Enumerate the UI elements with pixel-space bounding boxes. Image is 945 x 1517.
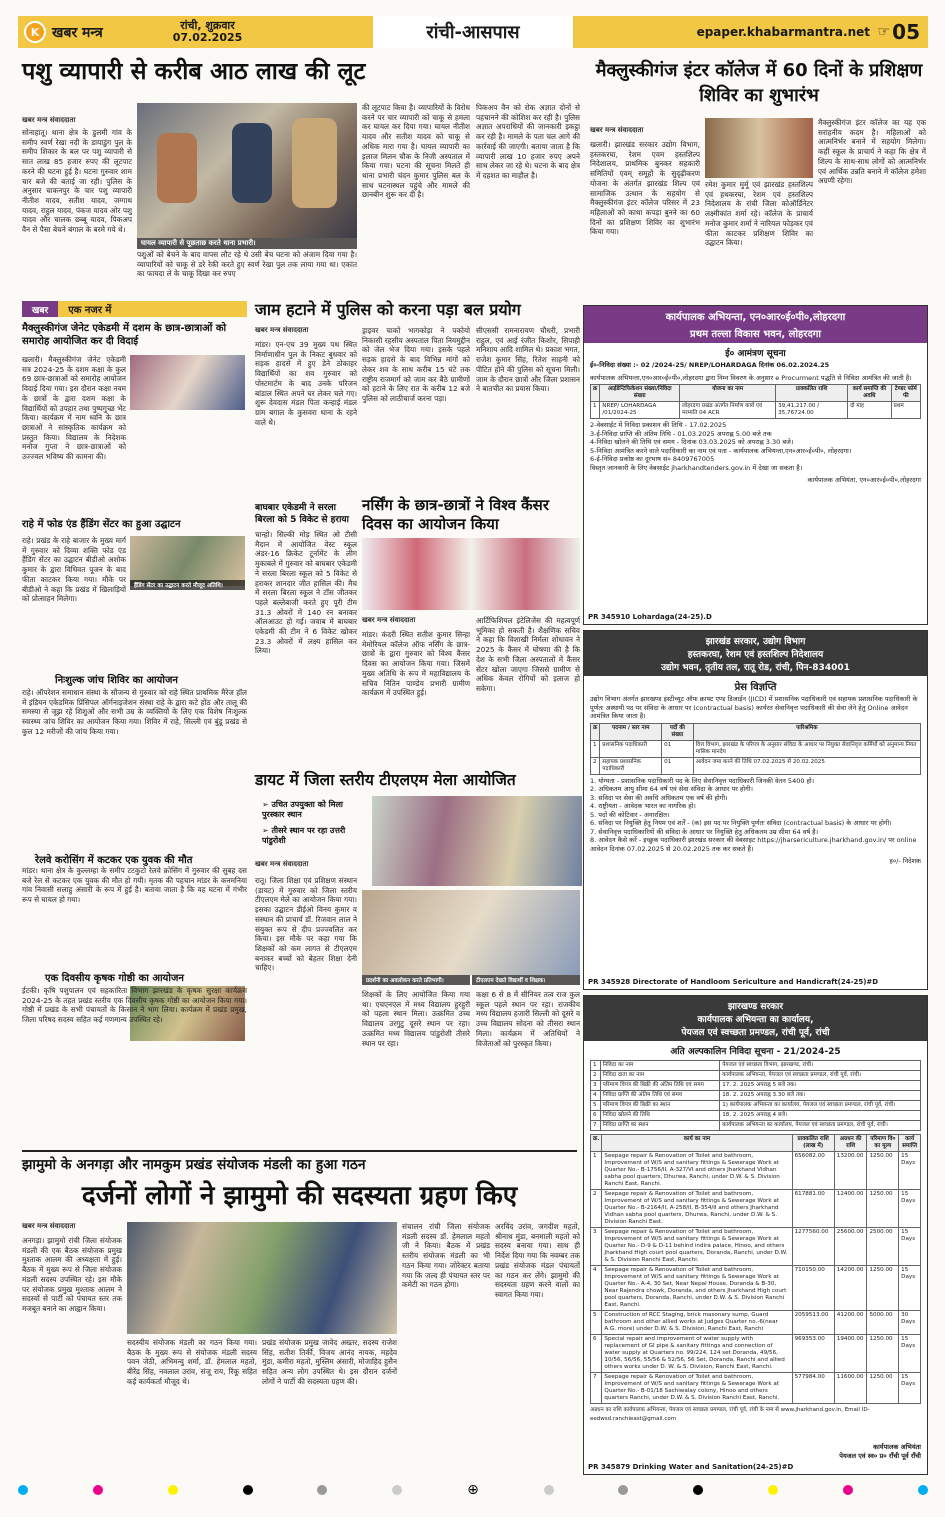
story6-bullet1: ➢ उचित उपयुक्ता को मिला पुरस्कार स्थान	[262, 800, 344, 819]
brief4-headline: रेलवे करोसिंग में कटकर एक युवक की मौत	[35, 855, 193, 866]
table-row	[591, 402, 921, 419]
ad1-cell: लोहरदगा प्रखंड अंतर्गत निर्माण कार्य एवं मरम्मति 04 ACR	[680, 402, 776, 419]
ad1-signature: कार्यपालक अभियंता, एन०आर०ई०पी०,लोहरदगा	[807, 476, 921, 484]
registration-dot-icon	[693, 1485, 703, 1495]
ad2-th: क्र	[591, 723, 600, 740]
ad3-cell: 7	[591, 1373, 602, 1404]
story6-bullet1-text: उचित उपयुक्ता को मिला पुरस्कार स्थान	[262, 800, 344, 819]
story5-photo	[362, 538, 580, 610]
brief2-photo	[130, 536, 245, 586]
ad1-head2: प्रथम तल्ला विकास भवन, लोहरदगा	[584, 326, 927, 343]
city-day: रांची, शुक्रवार	[180, 19, 235, 32]
ad3-cell: 969353.00	[792, 1335, 834, 1373]
brief2-text: राहे। प्रखंड के राहे बाजार के मुख्य मार्ग में गुरुवार को दिव्या शक्ति फोड एंड हैंडिंग सेंटर का उद्घाटन बीडीओ अशोक कुमार के द्वारा विधिवत पूजन के बाद फीता काटकर किया गया। मौके पर बीडीओ ने कहा कि प्रखंड में खिलाड़ियों को प्रोत्साहन मिलेगा।	[22, 536, 126, 604]
ad3-cell: 1	[591, 1152, 602, 1190]
ad3-cell: 15 Days	[899, 1190, 921, 1228]
ad3-cell: 17. 2. 2025 अपराह्न 5 बजे तक।	[720, 1081, 921, 1091]
ad2-cell: आवेदन जमा करने की तिथि 07.02.2025 से 20.02.2025	[693, 757, 920, 774]
ad3-cell: 2	[591, 1190, 602, 1228]
brief-label-right: एक नजर में	[58, 301, 247, 317]
table-row	[591, 1152, 921, 1190]
ad2-signature: ह०/- निदेशक	[889, 857, 921, 865]
ad3-head3: पेयजल एवं स्वच्छता प्रमण्डल, रांची पूर्व, रांची	[681, 1028, 830, 1038]
story1-text-d: पिकअप वैन को रोक अज्ञात दोनों से पहचानने की कोशिश कर रही है। पुलिस अज्ञात अपराधियों की जानकारी इकट्ठा कर रही है। मामले के पता चल आगे की कार्रवाई की जाएगी। बताया जाता है कि व्यापारी लाख 10 हजार रुपए अपने साथ लेकर जा रहे थे। घटना के बाद क्षेत्र में दहशत का माहौल है।	[476, 103, 580, 180]
ad3-signature: कार्यपालक अभियंता	[873, 1443, 921, 1451]
table-row	[591, 1335, 921, 1373]
ad3-cell: 6	[591, 1335, 602, 1373]
brief-label-left: खबर	[22, 301, 58, 317]
ad3-cell: 5	[591, 1311, 602, 1335]
ad3-head2: कार्यपालक अभियन्ता का कार्यालय,	[697, 1015, 814, 1025]
ad3-th: कार्य का नाम	[602, 1135, 792, 1152]
ad2-cell: सहायक प्रशासनिक पदाधिकारी	[600, 757, 662, 774]
ad3-cell: 1) कार्यपालक अभियन्ता का कार्यालय, पेयजल एवं स्वच्छता प्रमण्डल, रांची पूर्व, रांची।	[720, 1101, 921, 1111]
ad1-intro: कार्यपालक अभियन्ता,एन०आर०ई०पी०,लोहरदगा द्वारा निम्न विवरण के अनुसार e Procurment पद्धति से निविदा आमंत्रित की जाती है।	[590, 373, 912, 382]
ad3-th: कार्य समाप्ति	[899, 1135, 921, 1152]
ad3-cell: परिमाण विपत्र की बिक्री का स्थान	[600, 1101, 720, 1111]
ad3-cell: 5000.00	[867, 1311, 899, 1335]
ad3-cell: 577984.00	[792, 1373, 834, 1404]
ad3-cell: 15 Days	[899, 1266, 921, 1311]
logo	[18, 21, 103, 43]
story7-photo	[127, 1222, 397, 1334]
ad1-th: कार्य समाप्ति की अवधि	[848, 385, 892, 402]
ad1-th: योजना का नाम	[680, 385, 776, 402]
table-row	[591, 1071, 921, 1081]
date-block	[173, 20, 243, 44]
ad1-cell: प्रथम	[891, 402, 920, 419]
page-number: 05	[892, 20, 920, 44]
ad3-cell: निविदा खोलने की तिथि	[600, 1111, 720, 1121]
ad3-cell: 1277560.00	[792, 1228, 834, 1266]
news-brief-band	[22, 301, 247, 317]
ad2-table	[590, 723, 921, 775]
ad1-cell: 1	[591, 402, 600, 419]
ad3-cell: कार्यपालक अभियन्ता, पेयजल एवं स्वच्छता प्रमण्डल, रांची पूर्व, रांची।	[720, 1071, 921, 1081]
ad3-cell: 4	[591, 1091, 601, 1101]
brief3-headline: निःशुल्क जांच शिविर का आयोजन	[55, 675, 178, 686]
story6-caption-right: टीएलएम देखते विद्यार्थी व शिक्षक।	[472, 975, 580, 985]
ad3-cell: 3	[591, 1228, 602, 1266]
ad3-cell: 3	[591, 1081, 601, 1091]
ad3-code: PR 345879 Drinking Water and Sanitation(24-25)#D	[588, 1463, 794, 1471]
ad1-line: 6-ई-निविदा प्रकोष्ठ का दूरभाष सं० 8409767005	[590, 455, 715, 463]
ad1-line: 2-वेबसाईट में निविदा प्रकाशन की तिथि - 17.02.2025	[590, 421, 727, 429]
story6-caption: प्रदर्शनी का अवलोकन करते प्रतिभागी।	[362, 975, 470, 985]
press-release-handloom	[583, 630, 928, 990]
masthead-bar	[18, 16, 928, 48]
ad3-th: परिमाण वि० का मूल्य	[867, 1135, 899, 1152]
ad2-line: 3. संविदा पर सेवा की अवधि अधिकतम एक वर्ष की होगी।	[590, 793, 728, 802]
tender-ad-drinking-water	[583, 995, 928, 1475]
ad2-line: 1. योग्यता - प्रशासनिक पदाधिकारी पद के लिए सेवानिवृत्त पदाधिकारी जिनकी वेतन 5400 हो।	[590, 776, 815, 785]
ad3-cell: निविदा का नाम	[600, 1061, 720, 1071]
story3-text-b: ड्राइवर चाकों भागकोड़ा ने पकोयो निकासी रहसीय अस्पताल पिता नियमुद्दीन को जेल भेज दिया गया। इसके पहले सड़क हादसे के बाद विभिन्न मांगों को लेकर शव के साथ करीब 15 घंटे तक राष्ट्रीय राजमार्ग को जाम कर बैठे ग्रामीणों को हटाने के लिए रात के करीब 12 बजे पुलिस को लाठीचार्ज करना पड़ा।	[362, 326, 470, 403]
brief2-caption: हैंडिंग सेंटर का उद्घाटन करते मौजूद अतिथि।	[130, 580, 245, 590]
ad2-cell: वित्त विभाग, झारखंड के परिपत्र के अनुसार संविदा के आधार पर नियुक्त सेवानिवृत्त कर्मियों को अनुमान्य नियत मासिक मानदेय	[693, 740, 920, 757]
story6-headline: डायट में जिला स्तरीय टीएलएम मेला आयोजित	[255, 771, 516, 789]
story4-text: चान्हो। सिल्की मोड़ स्थित ओ टीसी मैदान में आयोजित वेस्ट स्कूल अंडर-16 क्रिकेट टूर्नामेंट के लीग मुकाबले में गुरुवार को बाघबार एकेडमी ने सरला बिरला स्कूल को 5 विकेट से हराकर शानदार जीत हासिल की। मैच में सरला बिरला स्कूल ने टॉस जीतकर पहले बल्लेबाजी करते हुए पूरी टीम 31.3 ओवरों में 140 रन बनाकर ऑलआउट हो गई। जवाब में बाघबार एकेडमी की टीम ने 6 विकेट खोकर 23.3 ओवरों में लक्ष्य हासिल कर लिया।	[255, 530, 357, 656]
ad2-th: पारिश्रमिक	[693, 723, 920, 740]
ad3-footer-line: अग्रधन का राशि कार्यपालक अभियन्ता, पेयजल एवं स्वच्छता प्रमण्डल, रांची पूर्व, रांची के नाम से www.jharkhand.gov.in, Email ID-eedwsd.ranchieast@gmail.com	[590, 1407, 870, 1422]
brief1-photo	[130, 355, 245, 410]
story6-photo	[372, 796, 582, 886]
story6-text-c: कक्षा 6 से 8 में सीनियर तत्व राज कुल स्कूल पहले स्थान पर रहा। राजकीय मध्य विद्यालय हजारी सिल्ली को दूसरे व उच्च विद्यालय सोदना को तीसरा स्थान मिला। कार्यक्रम में अतिथियों ने विजेताओं को पुरस्कृत किया।	[476, 990, 580, 1048]
brief1-text: खलारी। मैक्लुस्कीगंज जेनेट एकेडमी सत्र 2024-25 के दशम कक्षा के कुल 69 छात्र-छात्राओं को समारोह आयोजन विदाई दिया गया। इस दौरान कक्षा नवम के छात्रों के द्वारा दशम कक्षा के विद्यार्थियों को उपहार तथा पुष्पगुच्छ भेंट किया। कार्यक्रम में नाम ध्वनि के छात्र छात्राओं ने सांस्कृतिक कार्यक्रम को प्रस्तुत किया। विद्यालय के निदेशक मनोज गुप्ता ने छात्र-छात्राओं को उज्ज्वल भविष्य की कामना की।	[22, 355, 126, 462]
ad1-cell: 39,41,217.00 / 35,76724.00	[776, 402, 848, 419]
registration-dot-icon	[618, 1485, 628, 1495]
ad2-lines	[584, 775, 927, 856]
story2-headline: मैक्लुस्कीगंज इंटर कॉलेज में 60 दिनों के प्रशिक्षण शिविर का शुभारंभ	[595, 60, 923, 106]
story5-headline: नर्सिंग के छात्र-छात्रों ने विश्व कैंसर दिवस का आयोजन किया	[362, 496, 549, 533]
ad3-cell: Seepage repair & Renovation of Toilet and bathroom, Improvement of W/S and sanitary fittings & Sewerage Work at Quarter No.- B-01/18 Sachiwalay colony, Hinoo and others quarters Ranchi, under D.W. & S. Division Ranchi East, Ranchi.	[602, 1373, 792, 1404]
registration-crosshair-icon: ⊕	[467, 1482, 479, 1498]
table-row	[591, 1081, 921, 1091]
story3-headline: जाम हटाने में पुलिस को करना पड़ा बल प्रयोग	[255, 300, 521, 319]
ad3-cell: Special repair and improvement of water supply with replacement of GI pipe & sanitary fittings and connection of water supply at Quarters no. 99/224, 124 set Doranda, 49/56, 10/56, 56/56, 55/56 & 52/56, 56 Set, Doranda, Ranchi and allied others works under D. W. & S. Division, Ranchi East, Ranchi.	[602, 1335, 792, 1373]
story3-byline: खबर मन्त्र संवाददाता	[255, 326, 309, 334]
table-row	[591, 1111, 921, 1121]
registration-dot-icon	[392, 1485, 402, 1495]
ad2-line: 6. संविदा पर नियुक्ति हेतु नियम एवं शर्तें - (क) इस पद पर नियुक्ति पूर्णतः संविदा (contractual basis) के आधार पर होगी।	[590, 819, 892, 827]
brief4-text: मांडर। थाना क्षेत्र के कुल्लम्हा के समीप टटकुटो रेलवे क्रोसिंग में गुरुवार की सुबह दस बजे रेल से कटकर एक युवक की मौत हो गयी। मृतक की पहचान मांडर के कनमनिया गांव निवासी सलाहु अंसारी के रूप में हुई है। बताया जाता है कि वह घटना में गंभीर रूप से घायल हो गया।	[22, 866, 247, 905]
ad3-cell: 15 Days	[899, 1228, 921, 1266]
ad3-cell: 12400.00	[834, 1190, 867, 1228]
tender-ad-lohardaga	[583, 305, 928, 625]
story6-text-a: रातू। जिला शिक्षा एवं प्रशिक्षण संस्थान (डायट) में गुरुवार को जिला स्तरीय टीएलएम मेले का आयोजन किया गया। इसका उद्घाटन डीईओ विनय कुमार व संस्थान की प्राचार्य डॉ. रिजवान लाल ने संयुक्त रूप से दीप प्रज्ज्वलित कर किया। इस मौके पर कहा गया कि शिक्षकों को कम लागत से टीएलएम बनाकर बच्चों को बेहतर शिक्षा देनी चाहिए।	[255, 876, 357, 973]
ad1-th: प्राक्कलित राशि	[776, 385, 848, 402]
ad1-line: विस्तृत जानकारी के लिए वेबसाईट jharkhandtenders.gov.in में देखा जा सकता है।	[590, 463, 803, 472]
ad2-code: PR 345928 Directorate of Handloom Sericulture and Handicraft(24-25)#D	[588, 978, 879, 986]
story7-text-b: सदस्यीय संयोजक मंडली का गठन किया गया। बैठक के मुख्य रूप से संयोजक मंडली सदस्य पवन जेठी, अभिमन्यु शर्मा, डॉ. हेमलाल महतो, बीरेंद्र सिंह, नवलाल उरांव, संजू राय, रिंकू सहित कई कार्यकर्ता मौजूद थे।	[127, 1338, 257, 1386]
story7-headline: दर्जनों लोगों ने झामुमो की सदस्यता ग्रहण किए	[81, 1181, 518, 1211]
ad3-cell: 18. 2. 2025 अपराह्न 4 बजे।	[720, 1111, 921, 1121]
ad3-cell: पेयजल एवं स्वच्छता विभाग, झारखण्ड, रांची।	[720, 1061, 921, 1071]
ad3-cell: Construction of RCC Staging, brick masonary sump, Guard bathroom and other allied works at Judges Quarter no.-6(near A.G. more) under D.W. & S. Division, Ranchi East, Ranchi	[602, 1311, 792, 1335]
ad2-line: 4. राष्ट्रीयता - आवेदक भारत का नागरिक हो।	[590, 802, 696, 810]
story6-byline: खबर मन्त्र संवाददाता	[255, 860, 309, 868]
story3-text-c: सीएससी रामनारायण चौधरी, प्रभारी राहुल, एवं आई रंजीत किशोर, सिपाही मनिशाय आदि शामिल थे। प्रकाश भगत, राजेश कुमार सिंह, रितेश साहनी को पीटित होने की पुलिस को सूचना मिली। जाम के दौरान छात्रों और जिला प्रशासन ने बातचीत का प्रयास किया।	[476, 326, 580, 394]
registration-dot-icon	[93, 1485, 103, 1495]
story7-text-d: संचालन रांची जिला संयोजक मंडली सदस्य डॉ. हेमलाल महतो जी ने किया। बैठक में प्रखंड स्तरीय संयोजक मंडली का भी गठन किया गया। जोरेक्टर बताया गया कि जल्द ही पंचायत स्तर पर कमेटी का गठन होगा।	[402, 1222, 490, 1290]
ad3-cell: 30 Days	[899, 1311, 921, 1335]
brief5-text: ईटकी। कृषि पशुपालन एवं सहकारिता विभाग झारखंड के कृषक सुरक्षा कार्यक्रम 2024-25 के तहत प्रखंड स्तरीय एक दिवसीय कृषक गोष्ठी का आयोजन किया गया। गोष्ठी में प्रखंड के सभी पंचायतों के किसान ने भाग लिया। कार्यक्रम में प्रखंड प्रमुख, जिला परिषद सदस्य सहित कई गणमान्य उपस्थित रहे।	[22, 986, 247, 1025]
ad1-code: PR 345910 Lohardaga(24-25).D	[588, 613, 712, 621]
ad1-title: ई० आमंत्रण सूचना	[725, 349, 786, 359]
brief5-headline: एक दिवसीय कृषक गोष्ठी का आयोजन	[45, 973, 184, 984]
story3-text-a: मांडर। एन-एच 39 मुख्य पथ स्थित निर्माणाधीन पुल के निकट बुधवार को सड़क हादसे में हुए डेने ठोकाहर विद्यार्थियों का शव गुरुवार को पोस्टमार्टम के बाद उनके परिजन बांडाल स्थित अपने घर लेकर चले गए। शुरू देवदास मंडल पिता कन्हाई मंडल ग्राम बगाल के कुसवरा थाना के रहने वाले थे।	[255, 340, 357, 427]
ad3-cell: कार्यपालक अभियन्ता का कार्यालय, पेयजल एवं स्वच्छता प्रमण्डल, रांची पूर्व, रांची।	[720, 1121, 921, 1131]
ad3-info-table	[590, 1060, 921, 1131]
story1-text-c: की लूटपाट किया है। व्यापारियों के विरोध करने पर चार व्यापारी को चाकू से हमला कर घायल कर दिया गया। घायल नीतीश यादव और सतीश यादव को चाकू से अधिक मारा गया है। घायल व्यापारी का इलाज मिलन चौक के निजी अस्पताल में किया गया। घटना की सूचना मिलते ही थाना प्रभारी चंदन कुमार पुलिस बल के साथ घटनास्थल पहुंचे और मामले की छानबीन शुरू कर दी है।	[362, 103, 470, 200]
ad1-ref: ई०-निविदा संख्या :- 02 /2024-25/ NREP/LOHARDAGA दिनांक 06.02.2024.25	[590, 361, 830, 369]
ad3-cell: 11600.00	[834, 1373, 867, 1404]
story2-text-b: रमेश कुमार मुर्मू एवं झारखंड हस्तशिल्प एवं हथकरघा, रेशम एवं हस्तशिल्प निदेशालय के रांची जिला कोऑर्डिनेटर लक्ष्मीकांत शर्मा रहे। कॉलेज के प्राचार्य मनोज कुमार शर्मा ने नारियल फोड़कर एवं फीता काटकर प्रशिक्षण शिविर का उद्घाटन किया।	[705, 180, 813, 248]
registration-dot-icon	[918, 1485, 928, 1495]
issue-date: 07.02.2025	[172, 31, 243, 44]
ad3-cell: 18. 2. 2025 अपराह्न 3.30 बजे तक।	[720, 1091, 921, 1101]
ad3-signature2: पेयजल एवं स्व० प्र० राँची पूर्व राँची	[839, 1452, 921, 1460]
story6-text-b: शिक्षकों के लिए आयोजित किया गया था। एचएनएल में मध्य विद्यालय हुरहुरी को पहला स्थान मिला। उत्क्रमित उच्च विद्यालय उरगुटु दूसरे स्थान पर रहा। उत्क्रमित मध्य विद्यालय पांडुरोशी तीसरे स्थान पर रहा।	[362, 990, 470, 1048]
ad3-cell: Seepage repair & Renovation of Toilet and bathroom, Improvement of W/S and sanitary fittings & Sewerage Work at Quarter No.- B-1756/II, A-327/VI and others Jharkhand Vidhan sabha pool quarters, Dhurwa, Ranchi, under D.W. & S. Division Ranchi East, Ranchi.	[602, 1152, 792, 1190]
ad3-cell: 1	[591, 1061, 601, 1071]
ad3-head1: झारखण्ड सरकार	[727, 1002, 784, 1012]
story5-text-a: मांडर। कंदरी स्थित सतीश कुमार सिन्हा मेमोरियल कॉलेज ऑफ नर्सिंग के छात्र-छात्रों के द्वारा गुरुवार को विश्व कैंसर दिवस का आयोजन किया गया। जिसमें मुख्य अतिथि के रूप में महाविद्यालय के सचिव नितिन पाण्डेय प्रभारी ग्रामीण कार्यक्रम में उपस्थित हुई।	[362, 630, 470, 698]
story6-bullet2-text: तीसरे स्थान पर रहा उत्तरी पांडुरोशी	[262, 826, 346, 845]
divider-rule	[22, 1150, 577, 1152]
table-row	[591, 1061, 921, 1071]
ad3-th: क्र.	[591, 1135, 602, 1152]
table-row	[591, 1091, 921, 1101]
ad3-cell: 25600.00	[834, 1228, 867, 1266]
ad3-works-table	[590, 1134, 921, 1404]
story7-text-c: प्रखंड संयोजक प्रमुख जावेद अख्तर, सदस्य राजेश सिंह, सतीश तिर्की, विजय आनंद नायक, महदेव मुंडा, कमीरा महतो, मुस्लिम अंसारी, मोजाहिद हुसैन सहित अन्य लोग उपस्थित थे। इस दौरान दर्जनों लोगों ने पार्टी की सदस्यता ग्रहण की।	[262, 1338, 397, 1386]
table-row	[591, 1190, 921, 1228]
table-row	[591, 1266, 921, 1311]
ad2-title: प्रेस विज्ञप्ति	[734, 682, 777, 693]
ad2-intro: उद्योग विभाग अंतर्गत झारखण्ड इंस्टीच्यूट ऑफ क्राफ्ट एण्ड डिजाईन (JICD) में प्रशासनिक पदाधिकारी एवं सहायक प्रशासनिक पदाधिकारी के पूर्णतः अस्थायी पद पर संविदा के आधार पर (contractual basis) कार्यरत सेवानिवृत्त पदाधिकारी की सेवा लेने हेतु Online आवेदन आमंत्रित किया जाता है।	[590, 695, 918, 720]
ad3-cell: परिमाण विपत्र की बिक्री की अंतिम तिथि एवं समय	[600, 1081, 720, 1091]
ad2-th: पदनाम / स्तर नाम	[600, 723, 662, 740]
story2-photo	[705, 118, 813, 178]
ad1-th: क्र	[591, 385, 600, 402]
ad3-cell: निविदा प्राप्ति का स्थान	[600, 1121, 720, 1131]
brief3-text: राहे। ऑपरेशन समाधान संस्था के सौजन्य से गुरुवार को राहे स्थित प्राथमिक मैरेज हॉल में इंडियन एकेडमिक प्रिंसिपल ऑर्गनाइजेशन संस्था राहे के द्वारा कटे होंठ और तालू की समस्या से जूझ रहे शिशुओं और सभी उम्र के व्यक्तियों के लिए एक विशेष निःशुल्क स्वास्थ्य जांच शिविर का आयोजन किया गया। शिविर में राहे, सिल्ली एवं बुंडू प्रखंड से कुल 12 मरीजों की जांच किया गया।	[22, 688, 247, 736]
ad1-line: 3-ई-निविदा प्राप्ति की अंतिम तिथि - 01.03.2025 अपराह्न 5.00 बजे तक	[590, 429, 772, 438]
ad3-cell: 15 Days	[899, 1152, 921, 1190]
registration-dot-icon	[843, 1485, 853, 1495]
ad2-line: 8. आवेदन कैसे करें - इच्छुक पदाधिकारी झारखंड सरकार की वेबसाइट https://jharsericulture.jharkhand.gov.in/ पर online आवेदन दिनांक 07.02.2025 से 20.02.2025 तक कर सकते हैं।	[590, 836, 917, 853]
registration-dot-icon	[168, 1485, 178, 1495]
ad3-cell: 7	[591, 1121, 601, 1131]
brief1-headline: मैक्लुस्कीगंज जेनेट एकेडमी में दशम के छात्र-छात्राओं को समारोह आयोजित कर दी विदाई	[22, 323, 227, 347]
ad2-line: 7. सेवानिवृत्त पदाधिकारियों की संविदा के आधार पर नियुक्ति हेतु अधिकतम उम्र सीमा 64 वर्ष है।	[590, 827, 819, 836]
ad1-cell: दो माह	[848, 402, 892, 419]
story1-photo	[137, 103, 357, 238]
story2-text-a: खलारी। झारखंड सरकार उद्योग विभाग, हस्तकरघा, रेशम एवम हस्तशिल्प निदेशालय, प्राथमिक बुनकर सहकारी समितियों एवम् समूहों के सुदृढ़ीकरण योजना के अंतर्गत झारखंड शिल्प एवं सामाजिक उत्थान के सहयोग से मैक्लुस्कीगंज इंटर कॉलेज परिसर में 23 महिलाओं को काथा कपड़ा बुनने का 60 दिनों का प्रशिक्षण शिविर का शुभारंभ किया गया।	[590, 140, 700, 237]
ad3-cell: 617881.00	[792, 1190, 834, 1228]
registration-dot-icon	[544, 1485, 554, 1495]
epaper-link[interactable]: epaper.khabarmantra.net	[696, 25, 870, 39]
registration-dot-icon	[243, 1485, 253, 1495]
table-row	[591, 1373, 921, 1404]
ad3-cell: 1250.00	[867, 1152, 899, 1190]
ad1-head1: कार्यपालक अभियन्ता, एन०आर०ई०पी०,लोहरदगा	[584, 306, 927, 326]
story6-photo-2	[362, 890, 580, 975]
table-row	[591, 1101, 921, 1111]
ad3-cell: 710150.00	[792, 1266, 834, 1311]
ad2-head3: उद्योग भवन, तृतीय तल, रातू रोड, रांची, पिन-834001	[661, 663, 850, 673]
story7-byline: खबर मन्त्र संवाददाता	[22, 1222, 76, 1230]
story2-text-c: मैक्लुस्कीगंज इंटर कॉलेज का यह एक सराहनीय कदम है। महिलाओं को आत्मनिर्भर बनाने में सहयोग मिलेगा। कहीं स्कूल के प्राचार्य ने कहा कि क्षेत्र में शिल्प के साथ-साथ लोगों को आत्मनिर्भर एवं आर्थिक उन्नति बनाने में कॉलेज हमेशा अग्रणी रहेगा।	[818, 118, 926, 186]
ad1-th: टेण्डर फॉर्म फी	[891, 385, 920, 402]
story1-byline: खबर मन्त्र संवाददाता	[22, 116, 76, 124]
ad2-head1: झारखंड सरकार, उद्योग विभाग	[705, 637, 806, 647]
ad3-cell: 4	[591, 1266, 602, 1311]
logo-text: खबर मन्त्र	[52, 24, 103, 41]
ad3-cell: Seepage repair & Renovation of Toilet and bathroom, Improvement of W/S and sanitary fittings & Sewerage Work at Quarter No.- A-4, 30 Set, Near Nepal House, Doranda & B-30, Near Rajendra chowk, Doranda, and others Jharkhand High court pool quarters, Doranda, Ranchi, under D.W. & S. Division Ranchi East, Ranchi.	[602, 1266, 792, 1311]
table-row	[591, 1228, 921, 1266]
ad3-cell: 1250.00	[867, 1190, 899, 1228]
registration-dot-icon	[768, 1485, 778, 1495]
story1-caption: घायल व्यापारी से पूछताछ करते थाना प्रभारी।	[137, 238, 357, 249]
table-row	[591, 1121, 921, 1131]
ad3-signature-block	[839, 1442, 921, 1460]
ad3-cell: 13200.00	[834, 1152, 867, 1190]
story7-text-a: अनगड़ा। झामुमो रांची जिला संयोजक मंडली की एक बैठक संयोजक प्रमुख मुश्ताक आलम की अध्यक्षता में हुई। बैठक में मुख्य रूप से जिला संयोजक मंडली सदस्य उपस्थित रहे। इस मौके पर संयोजक प्रमुख मुश्ताक आलम ने सदस्यों से पार्टी को पंचायत स्तर तक मजबूत बनाने का आह्वान किया।	[22, 1236, 122, 1313]
brief2-headline: राहे में फोड एंड हैंडिंग सेंटर का हुआ उद्घाटन	[22, 519, 181, 530]
ad3-th: प्राक्कलित राशि (लाख में)	[792, 1135, 834, 1152]
ad3-cell: 14200.00	[834, 1266, 867, 1311]
ad3-cell: 656082.00	[792, 1152, 834, 1190]
ad3-cell: 19400.00	[834, 1335, 867, 1373]
ad3-cell: Seepage repair & Renovation of Toilet and bathroom, Improvement of W/S and sanitary fittings & Sewerage Work at Quarter No.- B-2164/II, A-258/II, B-354/II and others Jharkhand Vidhan sabha pool quarters, Dhurwa, Ranchi, under D.W. & S. Division Ranchi East.	[602, 1190, 792, 1228]
ad3-cell: 2500.00	[867, 1228, 899, 1266]
story6-bullet2: ➢ तीसरे स्थान पर रहा उत्तरी पांडुरोशी	[262, 826, 346, 845]
ad3-cell: 2	[591, 1071, 601, 1081]
story5-text-b: आर्टिफिशियल इंटेलिजेंस की महत्वपूर्ण भूमिका हो सकती है। शैक्षणिक सचिव ने कहा कि विशाखी निर्मला शोधावन ने 2025 के कैंसर में घोषणा की है कि देश के सभी जिला अस्पतालों में कैंसर सेंटर खोला जाएगा जिससे ग्रामीण से अधिक केवल रोगियों को इलाज हो सकेगा।	[476, 616, 580, 693]
table-row	[591, 1311, 921, 1335]
ad3-cell: 6	[591, 1111, 601, 1121]
story7-kicker: झामुमो के अनगड़ा और नामकुम प्रखंड संयोजक मंडली का हुआ गठन	[22, 1157, 366, 1173]
ad1-table	[590, 384, 921, 419]
story7-text-e: अरविंद उरांव, जगदीश महतो, श्रीनाथ मुंडा, बनमाली महतो को सदस्य बनाया गया। साथ ही निर्देश दिया गया कि नवम्बर तक प्रखंड संयोजक मंडल पंचायतों का गठन कर लेंगे। झामुमो की सदस्यता ग्रहण करने वालों का स्वागत किया गया।	[495, 1222, 580, 1299]
story1-headline: पशु व्यापारी से करीब आठ लाख की लूट	[22, 57, 366, 85]
ad3-cell: 2059513.00	[792, 1311, 834, 1335]
story5-byline: खबर मन्त्र संवाददाता	[362, 616, 416, 624]
ad2-cell: 01	[662, 757, 694, 774]
ad1-line: 4-निविदा खोलने की तिथि एवं समय - दिनांक 03.03.2025 को अपराह्न 3.30 बजे।	[590, 438, 794, 446]
story1-text-b: पशुओं को बेचने के बाद वापस लौट रहे थे उसी बेच घटना को अंजाम दिया गया है। व्यापारियों को चाकू से डरे रेकी करते हुए स्वर्ण रेखा पुल तक लाया गया था। एकांत का फायदा ले के चाकू दिखा कर रुपए	[137, 250, 357, 279]
table-row	[591, 757, 921, 774]
ad2-th: पदों की संख्या	[662, 723, 694, 740]
table-row	[591, 740, 921, 757]
ad1-th: आईडेन्टिफिकेशन संख्या/निविदा संख्या	[600, 385, 680, 402]
story1-text-a: सोनाहातू। थाना क्षेत्र के डुलमी गांव के समीप स्वर्ण रेखा नदी के डायाडुंग पुल के समीप शिकार के बल पर पशु व्यापारी से सात लाख 85 हजार रुपए की लूटपाट करने की घटना हुई है। घटना गुरुवार शाम चार बजे की बताई जा रही। पुलिस के अनुसार चाकनपुर के चार पशु व्यापारी नीतीश यादव, सतीश यादव, जग्गाथ यादव, राहुल यादव, पंकज यादव ओर पशु यादव और चालक छब्बू यादव, पिकअप वैन से पैसा बेचने बंगाल के बरमे गये थे।	[22, 128, 132, 235]
ad3-cell: 1250.00	[867, 1335, 899, 1373]
registration-dot-icon	[18, 1485, 28, 1495]
ad1-cell: NREP/ LOHARDAGA /01/2024-25	[600, 402, 680, 419]
ad2-cell: 01	[662, 740, 694, 757]
ad2-cell: 1	[591, 740, 600, 757]
ad2-line: 5. पदों की कोटिवार - अनारक्षित।	[590, 810, 670, 819]
logo-mark-icon: K	[24, 21, 46, 43]
ad3-cell: निविदा प्राप्ति की अंतिम तिथि एवं समय	[600, 1091, 720, 1101]
ad3-th: अग्रधन की राशि	[834, 1135, 867, 1152]
ad1-line: 5-निविदा आमंत्रित करने वाले पदाधिकारी का नाम एवं पता - कार्यपालक अभियन्ता,एन०आर०ई०पी०, लोहरदगा।	[590, 446, 852, 455]
story2-byline: खबर मन्त्र संवाददाता	[590, 126, 644, 134]
ad2-head2: हस्तकरघा, रेशम एवं हस्तशिल्प निदेशालय	[687, 650, 824, 660]
section-title: रांची-आसपास	[373, 16, 573, 48]
ad1-lines	[584, 419, 927, 474]
print-registration-bar	[18, 1483, 928, 1497]
ad3-cell: 15 Days	[899, 1335, 921, 1373]
ad3-cell: निविदा दाता का नाम	[600, 1071, 720, 1081]
ad2-line: 2. अधिकतम आयु सीमा 64 वर्ष एवं सेवा संविदा के आधार पर होगी।	[590, 785, 753, 793]
ad2-cell: प्रशासनिक पदाधिकारी	[600, 740, 662, 757]
ad3-cell: Seepage repair & Renovation of Toilet and bathroom, Improvement of W/S and sanitary fittings & Sewerage Work at Quarter No.- D-9 & D-11 behind indira palace, Hinoo, and others Jharkhand High court pool quarters, Doranda, Ranchi, under D.W. & S. Division Ranchi East, Ranchi.	[602, 1228, 792, 1266]
story4-headline: बाघबार एकेडमी ने सरला बिरला को 5 विकेट से हराया	[255, 503, 349, 525]
ad3-cell: 1250.00	[867, 1266, 899, 1311]
ad3-cell: 5	[591, 1101, 601, 1111]
ad3-cell: 15 Days	[899, 1373, 921, 1404]
pointer-hand-icon: ☞	[877, 24, 890, 40]
ad3-cell: 41200.00	[834, 1311, 867, 1335]
registration-dot-icon	[317, 1485, 327, 1495]
ad3-cell: 1250.00	[867, 1373, 899, 1404]
ad3-title: अति अल्पकालिन निविदा सूचना - 21/2024-25	[670, 1047, 841, 1057]
ad2-cell: 2	[591, 757, 600, 774]
